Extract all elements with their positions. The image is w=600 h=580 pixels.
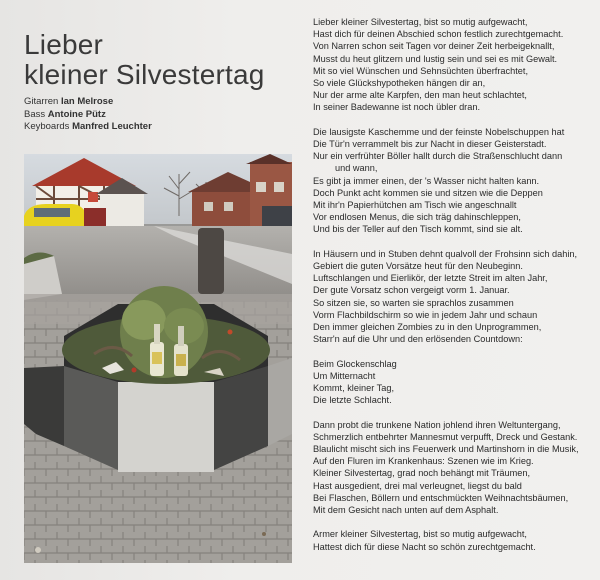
lyric-line: Und bis der Teller auf den Tisch kommt, sind sie alt. xyxy=(313,224,523,235)
lyric-line: Nur der arme alte Karpfen, den man heut schlachtet, xyxy=(313,90,527,101)
lyric-line: Doch Punkt acht kommen sie und sitzen wie die Deppen xyxy=(313,187,543,198)
lyric-line: In Häusern und in Stuben dehnt qualvoll der Frohsinn sich dahin, xyxy=(313,248,578,259)
lyric-line: Gebiert die guten Vorsätze heut für den Neubeginn. xyxy=(313,261,523,272)
lyric-line: und wann, xyxy=(335,163,378,174)
lyric-line: Der gute Vorsatz schon vergeigt vorm 1. Januar. xyxy=(313,285,510,296)
lyric-line: Die lausigste Kaschemme und der feinste Nobelschuppen hat xyxy=(313,126,565,137)
lyric-line: Kleiner Silvestertag, grad noch behängt mit Träumen, xyxy=(313,468,531,479)
lyric-line: Dann probt die trunkene Nation johlend ihren Weltuntergang, xyxy=(313,419,561,430)
lyric-line: So viele Glückshypotheken hängen dir an, xyxy=(313,78,486,89)
song-title-line-2: kleiner Silvestertag xyxy=(24,59,265,90)
credit-role: Keyboards xyxy=(24,121,70,132)
lyric-line: Den immer gleichen Zombies zu in den Unprogrammen, xyxy=(313,322,542,333)
lyric-line: Nur ein verfrühter Böller hallt durch die Straßenschlucht dann xyxy=(313,151,563,162)
lyric-line: Es gibt ja immer einen, der 's Wasser nicht halten kann. xyxy=(313,175,540,186)
lyric-line: Von Narren schon seit Tagen vor deiner Zeit herbeigeknallt, xyxy=(313,41,555,52)
credit-name: Ian Melrose xyxy=(60,96,114,107)
lyric-line: Um Mitternacht xyxy=(313,370,376,381)
lyric-line: Vor endlosen Menus, die sich träg dahinschleppen, xyxy=(313,212,521,223)
lyric-line: Armer kleiner Silvestertag, bist so mutig aufgewacht, xyxy=(313,529,527,540)
credit-row xyxy=(24,109,274,122)
stanza-refrain xyxy=(313,358,593,407)
lyric-line: Musst du heut glitzern und lustig sein und sei es mit Gewalt. xyxy=(313,53,558,64)
lyric-line: Kommt, kleiner Tag, xyxy=(313,383,395,394)
lyric-line: Mit ihr'n Papierhütchen am Tisch wie angeschnallt xyxy=(313,200,517,211)
lyric-line: Auf den Fluren im Krankenhaus: Szenen wie im Krieg. xyxy=(313,456,534,467)
lyric-line: Mit so viel Wünschen und Sehnsüchten überfrachtet, xyxy=(313,65,529,76)
stanza xyxy=(313,419,593,517)
red-car xyxy=(84,208,106,228)
lyric-line: Beim Glockenschlag xyxy=(313,358,397,369)
lyric-line: Die letzte Schlacht. xyxy=(313,395,392,406)
credit-row xyxy=(24,96,274,109)
lyric-line: Schmerzlich entbehrter Mannesmut verpufft, Dreck und Gestank. xyxy=(313,431,578,442)
lyric-line: In seiner Badewanne ist noch übler dran. xyxy=(313,102,481,113)
credit-role: Bass xyxy=(24,108,46,120)
stanza xyxy=(313,126,593,236)
lyric-line: Starr'n auf die Uhr und den erlösenden Countdown: xyxy=(313,334,523,345)
bollard xyxy=(198,228,224,294)
lyric-line: Die Tür'n verrammelt bis zur Nacht in dieser Geisterstadt. xyxy=(313,139,547,150)
credit-name: Manfred Leuchter xyxy=(72,121,152,132)
lyric-line: Blaulicht mischt sich ins Feuerwerk und Martinshorn in die Musik, xyxy=(313,444,579,455)
street-planter-photo xyxy=(24,154,292,563)
lyric-line: Hattest dich für diese Nacht so schön zurechtgemacht. xyxy=(313,541,536,552)
credit-row xyxy=(24,121,274,134)
song-title xyxy=(24,30,274,90)
credit-role: Gitarren xyxy=(24,96,59,107)
song-title-line-1: Lieber xyxy=(24,29,104,60)
lyric-line: Hast ausgedient, drei mal verleugnet, liegst du bald xyxy=(313,480,522,491)
lyric-line: Luftschlangen und Eierlikör, der letzte Streit im alten Jahr, xyxy=(313,273,548,284)
lyric-line: Lieber kleiner Silvestertag, bist so mutig aufgewacht, xyxy=(313,17,528,27)
stanza xyxy=(313,248,593,346)
white-house xyxy=(100,194,144,228)
lyric-line: So sitzen sie, so warten sie sprachlos zusammen xyxy=(313,297,514,308)
lyric-line: Hast dich für deinen Abschied schon festlich zurechtgemacht. xyxy=(313,29,564,40)
musician-credits xyxy=(24,96,274,134)
song-lyrics xyxy=(313,16,593,565)
lyric-line: Vorm Flachbildschirm so wie in jedem Jahr und schaun xyxy=(313,309,538,320)
photo-illustration xyxy=(24,154,292,563)
stanza xyxy=(313,16,593,114)
dark-car xyxy=(262,206,292,226)
stanza xyxy=(313,528,593,552)
lyric-line: Bei Flaschen, Böllern und entschmückten Weihnachtsbäumen, xyxy=(313,492,569,503)
credit-name: Antoine Pütz xyxy=(47,108,106,120)
lyric-line: Mit dem Gesicht nach unten auf dem Asphalt. xyxy=(313,505,499,516)
